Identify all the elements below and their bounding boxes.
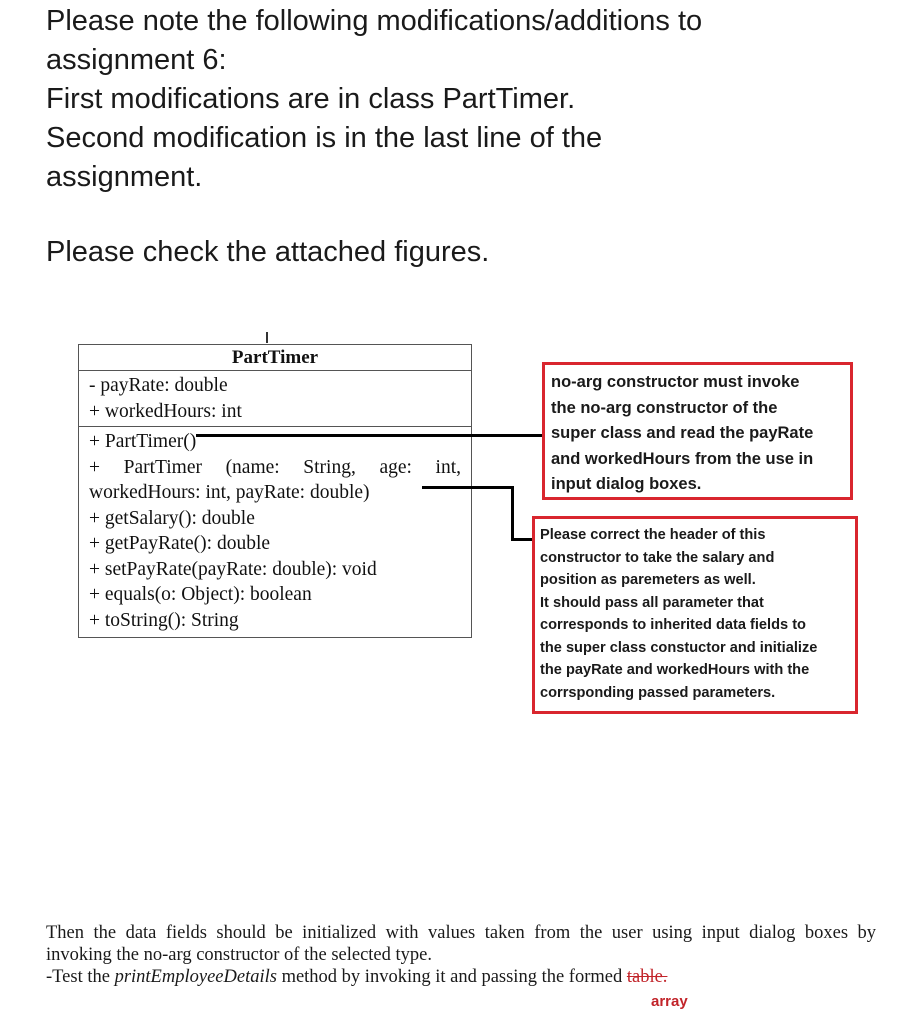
note-line: the no-arg constructor of the bbox=[551, 398, 778, 417]
footer-line: invoking the no-arg constructor of the selected type. bbox=[46, 945, 432, 965]
uml-token: (name: bbox=[225, 456, 280, 478]
check-figures-text: Please check the attached figures. bbox=[46, 236, 490, 268]
uml-attributes bbox=[79, 371, 471, 427]
footer-line bbox=[46, 966, 876, 988]
uml-method: + getPayRate(): double bbox=[89, 533, 271, 554]
uml-method: + getSalary(): double bbox=[89, 507, 255, 529]
uml-method: + equals(o: Object): boolean bbox=[89, 584, 312, 605]
correction-word: array bbox=[651, 993, 688, 1010]
uml-method-full-ctor bbox=[89, 455, 461, 481]
note-line: constructor to take the salary and bbox=[540, 549, 775, 566]
inheritance-tick bbox=[266, 332, 268, 343]
connector-line-noarg bbox=[196, 434, 543, 437]
uml-method-noarg-ctor: + PartTimer() bbox=[89, 431, 197, 452]
uml-method-full-ctor-cont: workedHours: int, payRate: double) bbox=[89, 482, 370, 503]
footer-line: Then the data fields should be initialized with values taken from the user using input dialog boxes by bbox=[46, 923, 876, 943]
intro-line: First modifications are in class PartTimer. bbox=[46, 83, 576, 115]
footer-text bbox=[46, 922, 876, 988]
note-line: position as paremeters as well. bbox=[540, 572, 756, 588]
method-name: printEmployeeDetails bbox=[114, 967, 277, 987]
note-line: the super class constuctor and initialize bbox=[540, 639, 818, 656]
uml-attribute: - payRate: double bbox=[89, 375, 228, 396]
struck-word: table. bbox=[626, 967, 668, 987]
uml-methods bbox=[79, 427, 471, 637]
note-line: It should pass all parameter that bbox=[540, 594, 764, 611]
connector-line-ctor-v bbox=[511, 486, 514, 541]
note-line: Please correct the header of this bbox=[540, 527, 766, 543]
uml-method: + toString(): String bbox=[89, 609, 239, 631]
uml-token: String, bbox=[303, 456, 356, 478]
uml-method: + setPayRate(payRate: double): void bbox=[89, 558, 377, 580]
note-line: corresponds to inherited data fields to bbox=[540, 617, 806, 633]
note-full-constructor bbox=[532, 516, 858, 714]
note-noarg-constructor bbox=[542, 362, 853, 500]
connector-line-ctor-h2 bbox=[511, 538, 533, 541]
uml-token: age: bbox=[379, 456, 412, 478]
note-line: the payRate and workedHours with the bbox=[540, 662, 810, 678]
note-line: no-arg constructor must invoke bbox=[551, 373, 800, 391]
uml-class-title: PartTimer bbox=[79, 345, 471, 371]
intro-line: Second modification is in the last line of the bbox=[46, 122, 603, 154]
uml-token: + bbox=[89, 456, 100, 478]
uml-attribute: + workedHours: int bbox=[89, 400, 242, 422]
footer-prefix: -Test the bbox=[46, 967, 115, 987]
uml-token: int, bbox=[435, 456, 461, 478]
uml-token: PartTimer bbox=[123, 456, 202, 478]
footer-mid: method by invoking it and passing the formed bbox=[276, 967, 627, 987]
intro-line: assignment 6: bbox=[46, 44, 227, 76]
note-line: corrsponding passed parameters. bbox=[540, 684, 776, 701]
note-line: super class and read the payRate bbox=[551, 424, 814, 442]
note-line: input dialog boxes. bbox=[551, 475, 702, 493]
intro-text bbox=[46, 2, 886, 197]
intro-line: Please note the following modifications/additions to bbox=[46, 5, 703, 37]
intro-line: assignment. bbox=[46, 161, 203, 193]
uml-class-box bbox=[78, 344, 472, 638]
connector-line-ctor-h bbox=[422, 486, 514, 489]
note-line: and workedHours from the use in bbox=[551, 449, 814, 468]
